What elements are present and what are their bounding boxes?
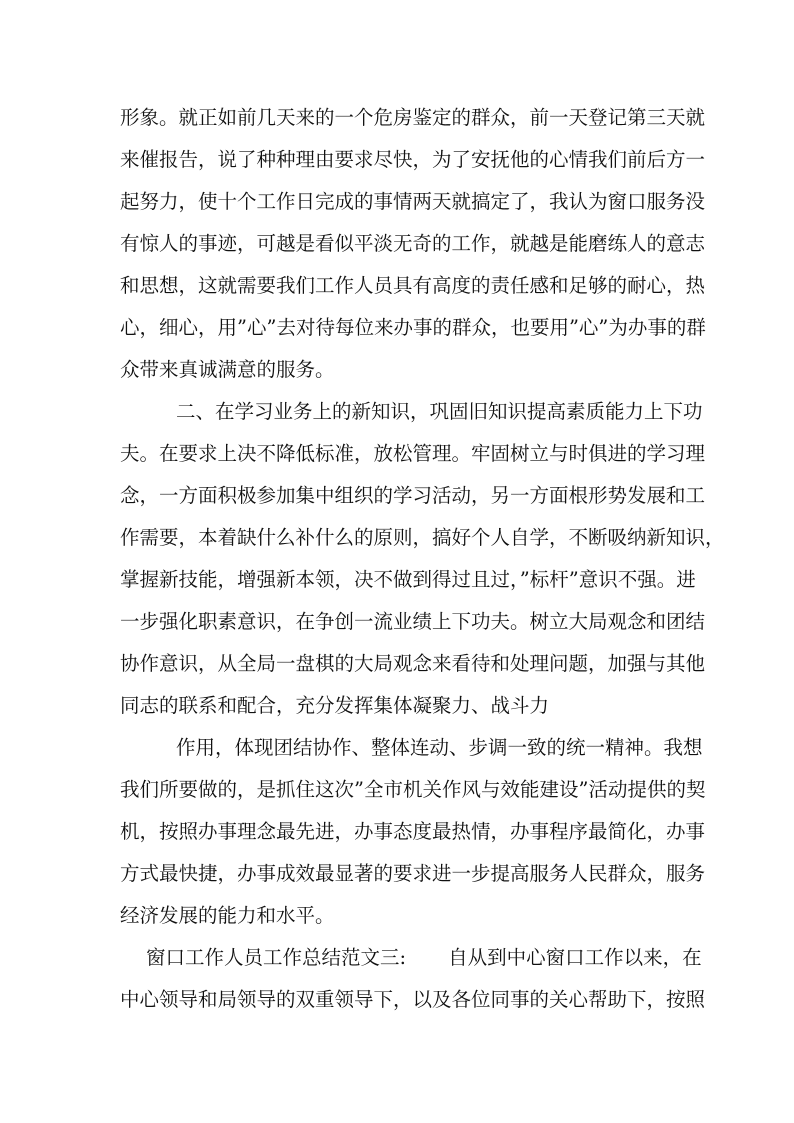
paragraph-line: 作需要，本着缺什么补什么的原则，搞好个人自学，不断吸纳新知识，	[120, 526, 725, 549]
paragraph-line: 夫。在要求上决不降低标准，放松管理。牢固树立与时俱进的学习理	[120, 442, 706, 465]
paragraph-line: 众带来真诚满意的服务。	[120, 358, 335, 381]
paragraph-text: 自从到中心窗口工作以来，在	[448, 946, 702, 969]
paragraph-line: 机，按照办事理念最先进，办事态度最热情，办事程序最简化，办事	[120, 820, 706, 843]
paragraph-line: 二、在学习业务上的新知识，巩固旧知识提高素质能力上下功	[176, 400, 703, 423]
paragraph-line: 和思想，这就需要我们工作人员具有高度的责任感和足够的耐心，热	[120, 274, 706, 297]
paragraph-line: 方式最快捷，办事成效最显著的要求进一步提高服务人民群众，服务	[120, 862, 706, 885]
paragraph-line: 我们所要做的，是抓住这次”全市机关作风与效能建设”活动提供的契	[120, 778, 706, 801]
paragraph-line: 心，细心，用”心”去对待每位来办事的群众，也要用”心”为办事的群	[120, 316, 706, 339]
section-heading-line	[146, 943, 702, 973]
paragraph-line: 作用，体现团结协作、整体连动、步调一致的统一精神。我想	[176, 736, 703, 759]
paragraph-line: 来催报告，说了种种理由要求尽快，为了安抚他的心情我们前后方一	[120, 148, 706, 171]
paragraph-line: 经济发展的能力和水平。	[120, 904, 335, 927]
paragraph-line: 掌握新技能，增强新本领，决不做到得过且过，”标杆”意识不强。进	[120, 568, 696, 591]
paragraph-line: 念，一方面积极参加集中组织的学习活动，另一方面根形势发展和工	[120, 484, 706, 507]
paragraph-line: 同志的联系和配合，充分发挥集体凝聚力、战斗力	[120, 694, 550, 717]
paragraph-line: 中心领导和局领导的双重领导下，以及各位同事的关心帮助下，按照	[120, 988, 706, 1011]
paragraph-line: 起努力，使十个工作日完成的事情两天就搞定了，我认为窗口服务没	[120, 190, 706, 213]
section-heading: 窗口工作人员工作总结范文三:	[146, 946, 407, 969]
paragraph-line: 协作意识，从全局一盘棋的大局观念来看待和处理问题，加强与其他	[120, 652, 706, 675]
paragraph-line: 一步强化职素意识，在争创一流业绩上下功夫。树立大局观念和团结	[120, 610, 706, 633]
paragraph-line: 形象。就正如前几天来的一个危房鉴定的群众，前一天登记第三天就	[120, 106, 706, 129]
paragraph-line: 有惊人的事迹，可越是看似平淡无奇的工作，就越是能磨练人的意志	[120, 232, 706, 255]
